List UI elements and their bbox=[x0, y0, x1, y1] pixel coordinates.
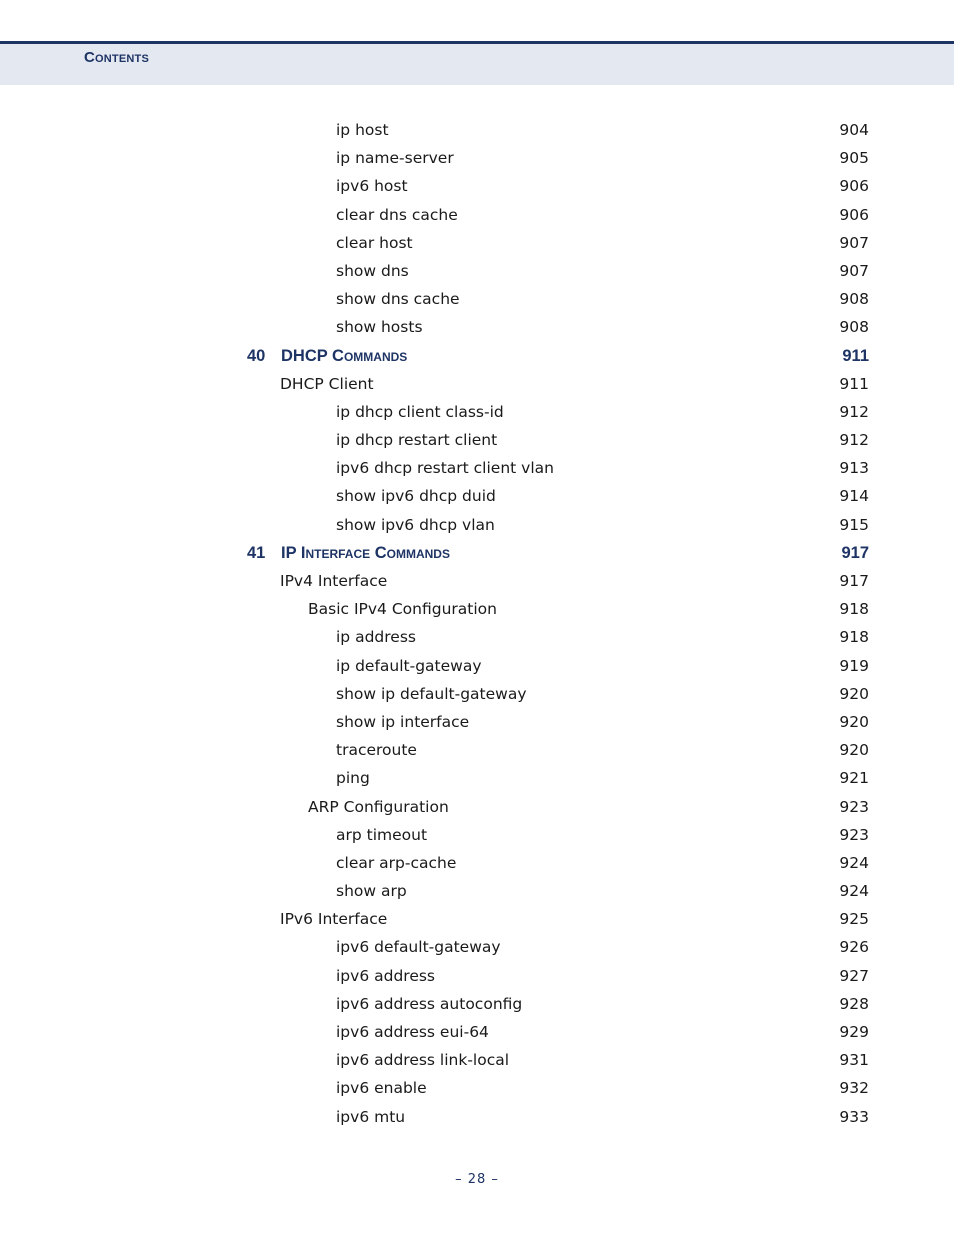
toc-entry-row[interactable] bbox=[0, 285, 954, 313]
toc-entry-row[interactable] bbox=[0, 229, 954, 257]
toc-entry-label: traceroute bbox=[336, 741, 417, 760]
toc-page-number: 908 bbox=[839, 290, 869, 309]
toc-entry-label: show arp bbox=[336, 882, 407, 901]
toc-entry-label: clear arp-cache bbox=[336, 853, 457, 872]
toc-page-number: 929 bbox=[839, 1023, 869, 1041]
toc-entry-label: ipv6 address bbox=[336, 966, 436, 985]
toc-entry-row[interactable] bbox=[0, 1018, 954, 1046]
toc-entry-label: Basic IPv4 Configuration bbox=[308, 600, 497, 619]
toc-page-number: 923 bbox=[839, 825, 869, 844]
toc-page-number: 905 bbox=[839, 149, 869, 168]
toc-page-number: 925 bbox=[839, 910, 869, 929]
toc-entry-row[interactable] bbox=[0, 962, 954, 990]
toc-entry-label: ipv6 default-gateway bbox=[336, 938, 501, 957]
toc-entry-row[interactable] bbox=[0, 454, 954, 482]
toc-entry-row[interactable] bbox=[0, 708, 954, 736]
toc-page-number: 908 bbox=[839, 318, 869, 337]
toc-entry-label: ip name-server bbox=[336, 149, 454, 168]
toc-page-number: 924 bbox=[839, 853, 869, 872]
toc-entry-row[interactable] bbox=[0, 623, 954, 651]
toc-entry-row[interactable] bbox=[0, 567, 954, 595]
toc-entry-row[interactable] bbox=[0, 990, 954, 1018]
toc-page-number: 904 bbox=[839, 121, 869, 139]
toc-page-number: 914 bbox=[839, 487, 869, 506]
toc-page-number: 911 bbox=[842, 346, 869, 365]
toc-entry-label: ip host bbox=[336, 121, 389, 139]
toc-entry-label: ipv6 address autoconfig bbox=[336, 994, 523, 1013]
toc-entry-row[interactable] bbox=[0, 595, 954, 623]
toc-entry-label: show ip default-gateway bbox=[336, 684, 527, 703]
toc-entry-row[interactable] bbox=[0, 482, 954, 510]
toc-entry-row[interactable] bbox=[0, 1046, 954, 1074]
toc-entry-label: show hosts bbox=[336, 318, 423, 337]
chapter-number: 41 bbox=[247, 543, 266, 562]
toc-page-number: 919 bbox=[839, 656, 869, 675]
toc-entry-label: ip default-gateway bbox=[336, 656, 482, 675]
toc-entry-label: ARP Configuration bbox=[308, 797, 449, 816]
toc-entry-row[interactable] bbox=[0, 426, 954, 454]
toc-entry-row[interactable] bbox=[0, 201, 954, 229]
toc-entry-row[interactable] bbox=[0, 652, 954, 680]
toc-page-number: 906 bbox=[839, 177, 869, 196]
toc-entry-row[interactable] bbox=[0, 116, 954, 144]
toc-page-number: 920 bbox=[839, 684, 869, 703]
toc-chapter-row[interactable] bbox=[0, 342, 954, 370]
toc-page-number: 920 bbox=[839, 741, 869, 760]
toc-page-number: 915 bbox=[839, 515, 869, 534]
toc-entry-label: IPv4 Interface bbox=[280, 572, 388, 590]
toc-page-number: 907 bbox=[839, 233, 869, 252]
toc-entry-row[interactable] bbox=[0, 257, 954, 285]
toc-entry-label: IPv6 Interface bbox=[280, 910, 388, 929]
toc-page-number: 918 bbox=[839, 628, 869, 647]
toc-page-number: 907 bbox=[839, 261, 869, 280]
toc-page-number: 918 bbox=[839, 600, 869, 619]
toc-page-number: 912 bbox=[839, 431, 869, 450]
toc-entry-row[interactable] bbox=[0, 764, 954, 792]
toc-entry-row[interactable] bbox=[0, 511, 954, 539]
toc-page-number: 906 bbox=[839, 205, 869, 224]
toc-page-number: 920 bbox=[839, 712, 869, 731]
toc-page-number: 927 bbox=[839, 966, 869, 985]
toc-page-number: 917 bbox=[839, 572, 869, 590]
toc-chapter-row[interactable] bbox=[0, 539, 954, 567]
toc-entry-row[interactable] bbox=[0, 905, 954, 933]
toc-page-number: 928 bbox=[839, 994, 869, 1013]
toc-entry-row[interactable] bbox=[0, 370, 954, 398]
toc-entry-label: ip dhcp restart client bbox=[336, 431, 498, 450]
toc-page-number: 933 bbox=[839, 1107, 869, 1126]
page-number: – 28 – bbox=[455, 1172, 499, 1187]
toc-entry-row[interactable] bbox=[0, 144, 954, 172]
toc-entry-label: show ipv6 dhcp vlan bbox=[336, 515, 495, 534]
toc-entry-label: ip dhcp client class-id bbox=[336, 402, 504, 421]
toc-entry-label: show dns cache bbox=[336, 290, 460, 309]
toc-entry-row[interactable] bbox=[0, 877, 954, 905]
toc-page-number: 912 bbox=[839, 402, 869, 421]
toc-page-number: 924 bbox=[839, 882, 869, 901]
toc-entry-row[interactable] bbox=[0, 313, 954, 341]
chapter-number: 40 bbox=[247, 346, 266, 365]
toc-entry-label: DHCP Client bbox=[280, 374, 374, 393]
toc-entry-label: clear dns cache bbox=[336, 205, 458, 224]
toc-page-number: 911 bbox=[839, 374, 869, 393]
toc-page-number: 921 bbox=[839, 769, 869, 788]
toc-entry-label: arp timeout bbox=[336, 825, 428, 844]
chapter-title: IP Interface Commands bbox=[281, 543, 450, 562]
toc-entry-label: show ip interface bbox=[336, 712, 470, 731]
toc-entry-label: show dns bbox=[336, 261, 409, 280]
toc-entry-label: clear host bbox=[336, 233, 413, 252]
header-title: Contents bbox=[84, 49, 149, 66]
toc-page-number: 913 bbox=[839, 459, 869, 478]
toc-entry-row[interactable] bbox=[0, 736, 954, 764]
toc-entry-row[interactable] bbox=[0, 172, 954, 200]
toc-entry-row[interactable] bbox=[0, 793, 954, 821]
toc-entry-row[interactable] bbox=[0, 680, 954, 708]
toc-page-number: 917 bbox=[841, 543, 869, 562]
toc-entry-label: ping bbox=[336, 769, 370, 788]
table-of-contents bbox=[0, 116, 954, 1131]
toc-entry-label: ipv6 address eui-64 bbox=[336, 1023, 489, 1041]
toc-page-number: 923 bbox=[839, 797, 869, 816]
toc-entry-row[interactable] bbox=[0, 933, 954, 961]
toc-entry-label: ipv6 mtu bbox=[336, 1107, 406, 1126]
toc-entry-label: ip address bbox=[336, 628, 416, 647]
toc-page-number: 932 bbox=[839, 1079, 869, 1098]
page-header bbox=[0, 41, 954, 85]
toc-entry-label: ipv6 address link-local bbox=[336, 1051, 510, 1070]
toc-entry-label: ipv6 dhcp restart client vlan bbox=[336, 459, 554, 478]
toc-entry-row[interactable] bbox=[0, 1074, 954, 1102]
toc-entry-label: ipv6 enable bbox=[336, 1079, 427, 1098]
toc-page-number: 926 bbox=[839, 938, 869, 957]
toc-entry-label: ipv6 host bbox=[336, 177, 408, 196]
toc-page-number: 931 bbox=[839, 1051, 869, 1070]
toc-entry-row[interactable] bbox=[0, 398, 954, 426]
toc-entry-row[interactable] bbox=[0, 1103, 954, 1131]
toc-entry-row[interactable] bbox=[0, 849, 954, 877]
chapter-title: DHCP Commands bbox=[281, 346, 408, 365]
toc-entry-row[interactable] bbox=[0, 821, 954, 849]
toc-entry-label: show ipv6 dhcp duid bbox=[336, 487, 496, 506]
